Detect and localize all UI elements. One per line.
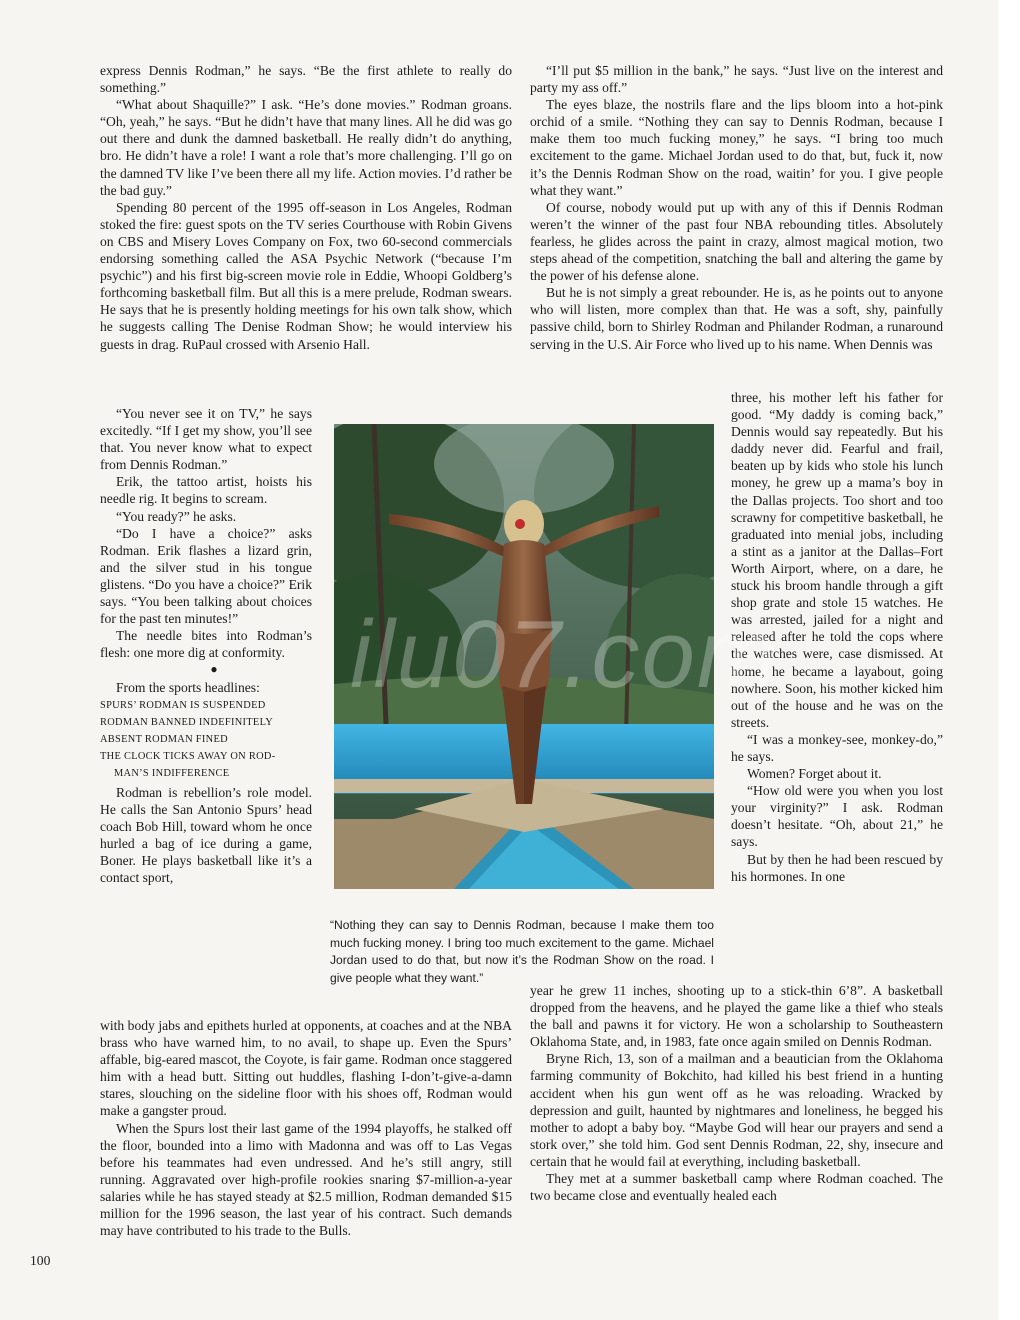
watermark: ilu07.com <box>350 601 779 708</box>
body-paragraph: “How old were you when you lost your virginity?” I ask. Rodman doesn’t hesitate. “Oh, about 21,” he says. <box>731 783 943 850</box>
body-paragraph: “What about Shaquille?” I ask. “He’s done movies.” Rodman groans. “Oh, yeah,” he says. “But he didn’t have that many lines. All he did was go out there and dunk the damned basketball. He really didn’t do anything, bro. He didn’t have a role! I want a role that’s more challenging. I’ll go on the damned TV like I’ve been there all my life. Action movies. I’d rather be the bad guy.” <box>100 97 512 198</box>
body-paragraph: Bryne Rich, 13, son of a mailman and a beautician from the Oklahoma farming community of Bokchito, had killed his best friend in a hunting accident when his gun went off as he was reloading. Wracked by depression and guilt, haunted by nightmares and loneliness, he begged his mother to adopt a baby boy. “Maybe God will hear our prayers and send a stork over,” she told him. God sent Dennis Rodman, 22, shy, insecure and certain that he would fail at everything, including basketball. <box>530 1051 943 1169</box>
sports-headline: MAN’S INDIFFERENCE <box>114 767 230 779</box>
body-paragraph: The needle bites into Rodman’s flesh: one more dig at conformity. <box>100 628 312 661</box>
body-paragraph: Spending 80 percent of the 1995 off-season in Los Angeles, Rodman stoked the fire: guest spots on the TV series Courthouse with Robin Givens on CBS and Misery Loves Company on Fox, two 60-second commercials endorsing something called the ASA Psychic Network (“because I’m psychic”) and his first big-screen movie role in Eddie, Whoopi Goldberg’s forthcoming basketball film. But all this is a mere prelude, Rodman swears. He says that he is presently holding meetings for his own talk show, which he suggests calling The Denise Rodman Show; he would interview his guests in drag. RuPaul crossed with Arsenio Hall. <box>100 199 512 352</box>
right-column-top <box>530 62 943 353</box>
body-paragraph: year he grew 11 inches, shooting up to a stick-thin 6’8”. A basketball dropped from the heavens, and he played the game like a thief who steals the ball and pawns it for victory. He won a scholarship to Southeastern Oklahoma State, and, in 1983, fate once again smiled on Dennis Rodman. <box>530 983 943 1050</box>
sports-headline: RODMAN BANNED INDEFINITELY <box>100 716 273 728</box>
body-paragraph: They met at a summer basketball camp where Rodman coached. The two became close and eventually healed each <box>530 1171 943 1204</box>
body-paragraph: three, his mother left his father for good. “My daddy is coming back,” Dennis would say repeatedly. But his daddy never did. Fearful and frail, beaten up by kids who stole his lunch money, he grew up a mama’s boy in the Dallas projects. Too short and too scrawny for competitive basketball, he graduated into menial jobs, including a stint as a janitor at the Dallas–Fort Worth Airport, where, on a dare, he stuck his broom handle through a gift shop grate and stole 15 watches. He was arrested, jailed for a night and released after he told the cops where the watches were, case dismissed. At home, he became a layabout, going nowhere. Soon, his mother kicked him out of the house and he was on the streets. <box>731 390 943 730</box>
body-paragraph: “I’ll put $5 million in the bank,” he says. “Just live on the interest and party my ass off.” <box>530 63 943 96</box>
page-number: 100 <box>30 1253 51 1268</box>
left-narrow-paragraphs <box>100 405 312 661</box>
left-column-narrow <box>100 405 312 886</box>
body-paragraph: Rodman is rebellion’s role model. He calls the San Antonio Spurs’ head coach Bob Hill, toward whom he once hurled a bag of ice during a game, Boner. He plays basketball like it’s a contact sport, <box>100 784 312 886</box>
body-paragraph: But by then he had been rescued by his hormones. In one <box>731 851 943 884</box>
body-paragraph: But he is not simply a great rebounder. He is, as he points out to anyone who will listen, more complex than that. He was a soft, shy, painfully passive child, born to Shirley Rodman and Philander Rodman, a runaround serving in the U.S. Air Force who lived up to his name. When Dennis was <box>530 285 943 352</box>
sports-headline: ABSENT RODMAN FINED <box>100 733 228 745</box>
left-column-top <box>100 62 512 353</box>
right-column-bottom <box>530 982 943 1204</box>
body-paragraph: “You never see it on TV,” he says excitedly. “If I get my show, you’ll see that. You never know what to expect from Dennis Rodman.” <box>100 406 312 473</box>
section-break-bullet: ● <box>210 662 218 677</box>
sports-headline: SPURS’ RODMAN IS SUSPENDED <box>100 699 266 711</box>
headline-list <box>100 697 312 782</box>
body-paragraph: express Dennis Rodman,” he says. “Be the first athlete to really do something.” <box>100 63 512 96</box>
body-paragraph: “Do I have a choice?” asks Rodman. Erik flashes a lizard grin, and the silver stud in his tongue glistens. “Do you have a choice?” Erik says. “You been talking about choices for the past ten minutes!” <box>100 525 312 627</box>
body-paragraph: with body jabs and epithets hurled at opponents, at coaches and at the NBA brass who have warned him, to no avail, to shape up. Even the Spurs’ affable, big-eared mascot, the Coyote, is fair game. Rodman once staggered him with a head butt. Sitting out huddles, flashing I-don’t-give-a-damn stares, slouching on the sideline floor with his shoes off, Rodman would make a gangster proud. <box>100 1018 512 1119</box>
body-paragraph: The eyes blaze, the nostrils flare and the lips bloom into a hot-pink orchid of a smile. “Nothing they can say to Dennis Rodman, because I make them too much fucking money,” he says. “I bring too much excitement to the game. Michael Jordan used to do that, but, fuck it, now it’s the Dennis Rodman Show on the road, waitin’ for you. I give people what they want.” <box>530 97 943 198</box>
sports-headline: THE CLOCK TICKS AWAY ON ROD- <box>100 750 276 762</box>
body-paragraph: “You ready?” he asks. <box>116 508 237 524</box>
headlines-intro: From the sports headlines: <box>116 679 260 695</box>
feature-photo <box>334 424 714 889</box>
body-paragraph: “I was a monkey-see, monkey-do,” he says. <box>731 731 943 764</box>
body-paragraph: When the Spurs lost their last game of the 1994 playoffs, he stalked off the floor, bounded into a limo with Madonna and was off to Las Vegas before his teammates had even undressed. And he’s still angry, still running. Aggravated over high-profile rookies snaring $7-million-a-year salaries while he has stayed steady at $2.5 million, Rodman demanded $15 million for the 1996 season, the last year of his contract. Such demands may have contributed to his trade to the Bulls. <box>100 1120 512 1239</box>
body-paragraph: Of course, nobody would put up with any of this if Dennis Rodman weren’t the winner of the past four NBA rebounding titles. Absolutely fearless, he glides across the paint in crazy, almost magical motion, two steps ahead of the competition, snatching the ball and altering the game by the power of his defense alone. <box>530 199 943 284</box>
right-column-narrow <box>731 389 943 885</box>
photo-caption: “Nothing they can say to Dennis Rodman, because I make them too much fucking money. I bring too much excitement to the game. Michael Jordan used to do that, but now it’s the Rodman Show on the road. I give people what they want.” <box>330 918 714 985</box>
left-column-bottom <box>100 1017 512 1239</box>
body-paragraph: Women? Forget about it. <box>747 766 882 782</box>
poolside-photo-illustration <box>334 424 714 889</box>
body-paragraph: Erik, the tattoo artist, hoists his needle rig. It begins to scream. <box>100 474 312 507</box>
